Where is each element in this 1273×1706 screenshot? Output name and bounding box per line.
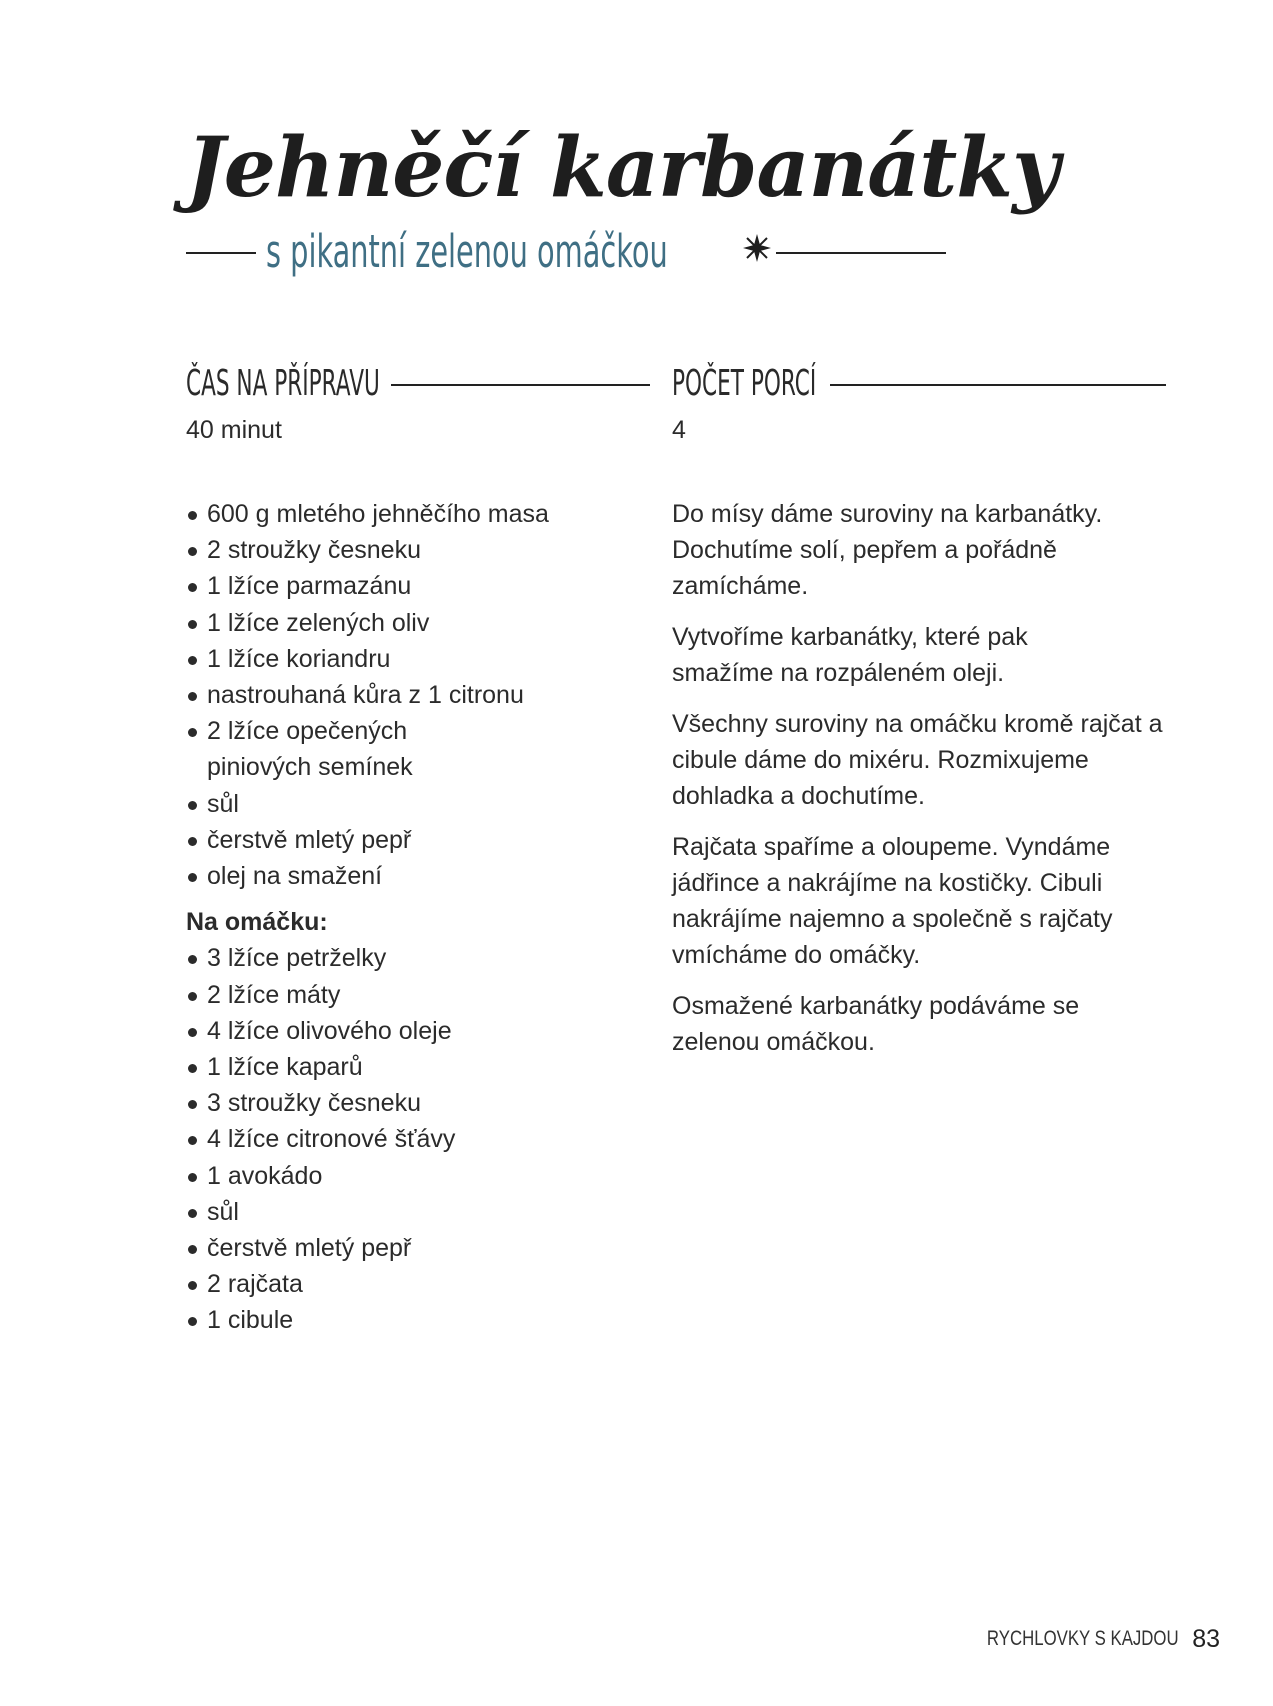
list-item: 1 lžíce koriandru xyxy=(186,641,626,677)
list-item: 2 stroužky česneku xyxy=(186,532,626,568)
list-item: nastrouhaná kůra z 1 citronu xyxy=(186,677,626,713)
list-item: 1 lžíce kaparů xyxy=(186,1049,626,1085)
list-item: olej na smažení xyxy=(186,858,626,894)
sauce-ingredient-list xyxy=(186,940,626,1338)
subtitle-rule-left xyxy=(186,252,256,254)
prep-time-value: 40 minut xyxy=(186,416,282,444)
list-item: 2 lžíce opečených piniových semínek xyxy=(186,713,467,785)
portions-rule xyxy=(830,384,1166,386)
list-item: čerstvě mletý pepř xyxy=(186,822,626,858)
footer-section-title: RYCHLOVKY S KAJDOU xyxy=(986,1627,1179,1650)
ingredient-list xyxy=(186,496,626,894)
list-item: 4 lžíce olivového oleje xyxy=(186,1013,626,1049)
subtitle-rule-right xyxy=(776,252,946,254)
ingredients-column xyxy=(186,496,626,1339)
list-item: 4 lžíce citronové šťávy xyxy=(186,1121,626,1157)
prep-time-label: ČAS NA PŘÍPRAVU xyxy=(186,363,380,404)
portions-value: 4 xyxy=(672,416,686,444)
sauce-heading: Na omáčku: xyxy=(186,908,328,937)
list-item: 1 cibule xyxy=(186,1302,626,1338)
star-icon xyxy=(741,232,773,264)
method-step: Do mísy dáme suroviny na karbanátky. Dochutíme solí, pepřem a pořádně zamícháme. xyxy=(672,500,1103,600)
list-item: 600 g mletého jehněčího masa xyxy=(186,496,626,532)
list-item: sůl xyxy=(186,786,626,822)
prep-time-heading xyxy=(186,362,650,406)
list-item: 3 stroužky česneku xyxy=(186,1085,626,1121)
recipe-title: Jehněčí karbanátky xyxy=(186,120,1059,216)
portions-label: POČET PORCÍ xyxy=(672,363,817,404)
list-item: 1 lžíce zelených oliv xyxy=(186,605,626,641)
list-item: 2 lžíce máty xyxy=(186,977,626,1013)
page-footer xyxy=(939,1622,1220,1656)
list-item: 2 rajčata xyxy=(186,1266,626,1302)
list-item: 3 lžíce petrželky xyxy=(186,940,626,976)
subtitle-row xyxy=(186,222,946,282)
prep-time-rule xyxy=(391,384,650,386)
method-step: Vytvoříme karbanátky, které pak smažíme na rozpáleném oleji. xyxy=(672,623,1028,687)
method-step: Rajčata spaříme a oloupeme. Vyndáme jádřince a nakrájíme na kostičky. Cibuli nakrájíme najemno a společně s rajčaty vmícháme do omáčky. xyxy=(672,833,1113,969)
method-step: Všechny suroviny na omáčku kromě rajčat a cibule dáme do mixéru. Rozmixujeme dohladka a dochutíme. xyxy=(672,710,1163,810)
method-step: Osmažené karbanátky podáváme se zelenou omáčkou. xyxy=(672,992,1080,1056)
list-item: 1 avokádo xyxy=(186,1158,626,1194)
list-item: čerstvě mletý pepř xyxy=(186,1230,626,1266)
method-column xyxy=(672,496,1172,1075)
recipe-subtitle: s pikantní zelenou omáčkou xyxy=(266,225,668,278)
portions-heading xyxy=(672,362,1166,406)
page-number: 83 xyxy=(1192,1625,1220,1653)
list-item: sůl xyxy=(186,1194,626,1230)
list-item: 1 lžíce parmazánu xyxy=(186,568,626,604)
